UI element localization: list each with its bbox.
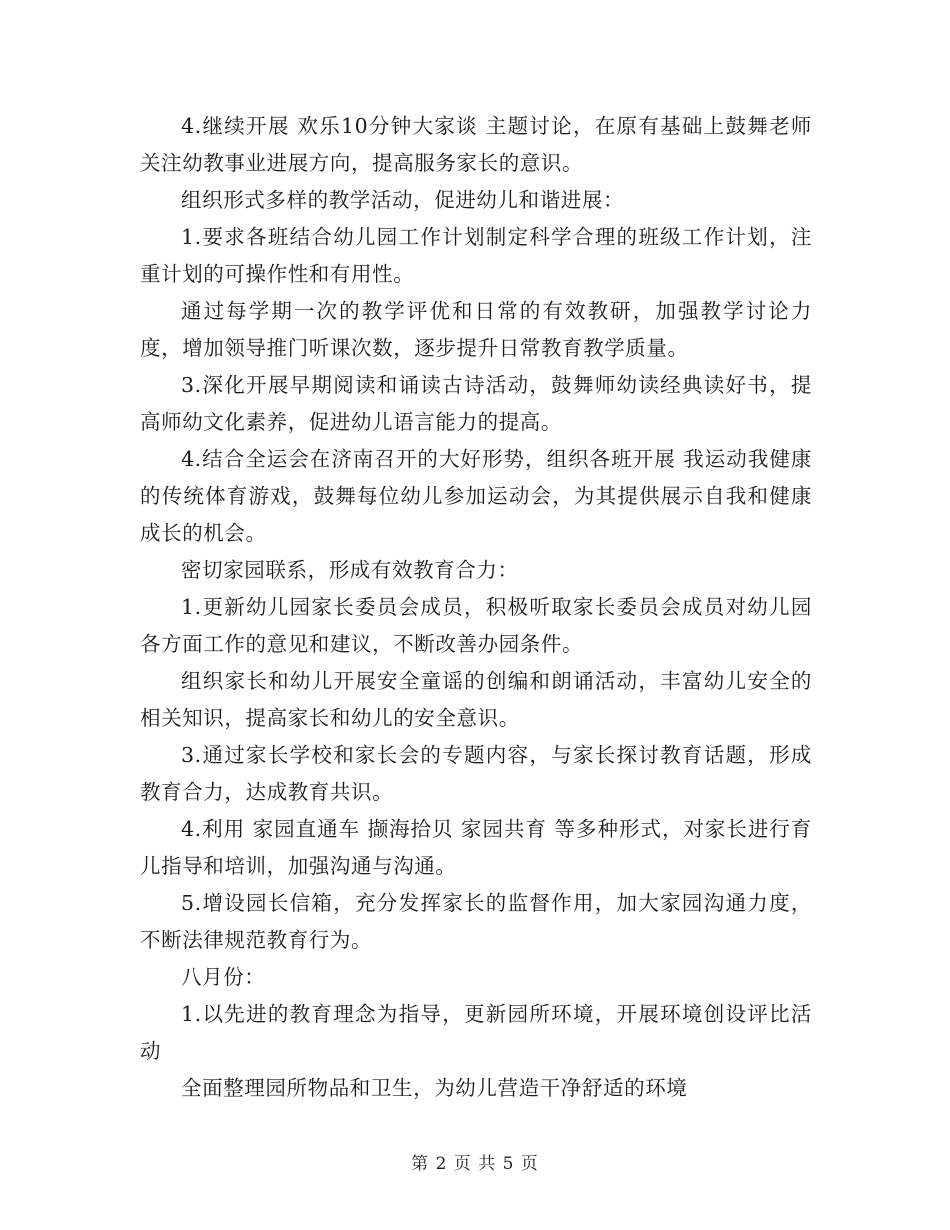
paragraph: 1.要求各班结合幼儿园工作计划制定科学合理的班级工作计划，注重计划的可操作性和有用性。 — [140, 225, 812, 286]
paragraph: 4.结合全运会在济南召开的大好形势，组织各班开展 我运动我健康 的传统体育游戏，鼓舞每位幼儿参加运动会，为其提供展示自我和健康成长的机会。 — [140, 447, 812, 545]
paragraph: 通过每学期一次的教学评优和日常的有效教研，加强教学讨论力度，增加领导推门听课次数，逐步提升日常教育教学质量。 — [140, 299, 812, 360]
paragraph: 组织家长和幼儿开展安全童谣的创编和朗诵活动，丰富幼儿安全的相关知识，提高家长和幼儿的安全意识。 — [140, 669, 812, 730]
paragraph: 1.更新幼儿园家长委员会成员，积极听取家长委员会成员对幼儿园各方面工作的意见和建议，不断改善办园条件。 — [140, 595, 812, 656]
page-number-footer: 第 2 页 共 5 页 — [411, 1154, 539, 1174]
paragraph: 1.以先进的教育理念为指导，更新园所环境，开展环境创设评比活动 — [140, 1002, 812, 1063]
paragraph: 3.通过家长学校和家长会的专题内容，与家长探讨教育话题，形成教育合力，达成教育共识。 — [140, 743, 812, 804]
paragraph: 4.继续开展 欢乐10分钟大家谈 主题讨论，在原有基础上鼓舞老师关注幼教事业进展方向，提高服务家长的意识。 — [140, 114, 812, 175]
paragraph: 密切家园联系，形成有效教育合力： — [181, 558, 519, 582]
paragraph: 5.增设园长信箱，充分发挥家长的监督作用，加大家园沟通力度，不断法律规范教育行为。 — [140, 891, 812, 952]
paragraph: 八月份： — [181, 965, 266, 989]
paragraph: 4.利用 家园直通车 撷海拾贝 家园共育 等多种形式，对家长进行育儿指导和培训，加强沟通与沟通。 — [140, 817, 812, 878]
document-body — [140, 108, 812, 1107]
paragraph: 全面整理园所物品和卫生，为幼儿营造干净舒适的环境 — [181, 1076, 688, 1100]
paragraph: 组织形式多样的教学活动，促进幼儿和谐进展： — [181, 188, 625, 212]
paragraph: 3.深化开展早期阅读和诵读古诗活动，鼓舞师幼读经典读好书，提高师幼文化素养，促进幼儿语言能力的提高。 — [140, 373, 812, 434]
